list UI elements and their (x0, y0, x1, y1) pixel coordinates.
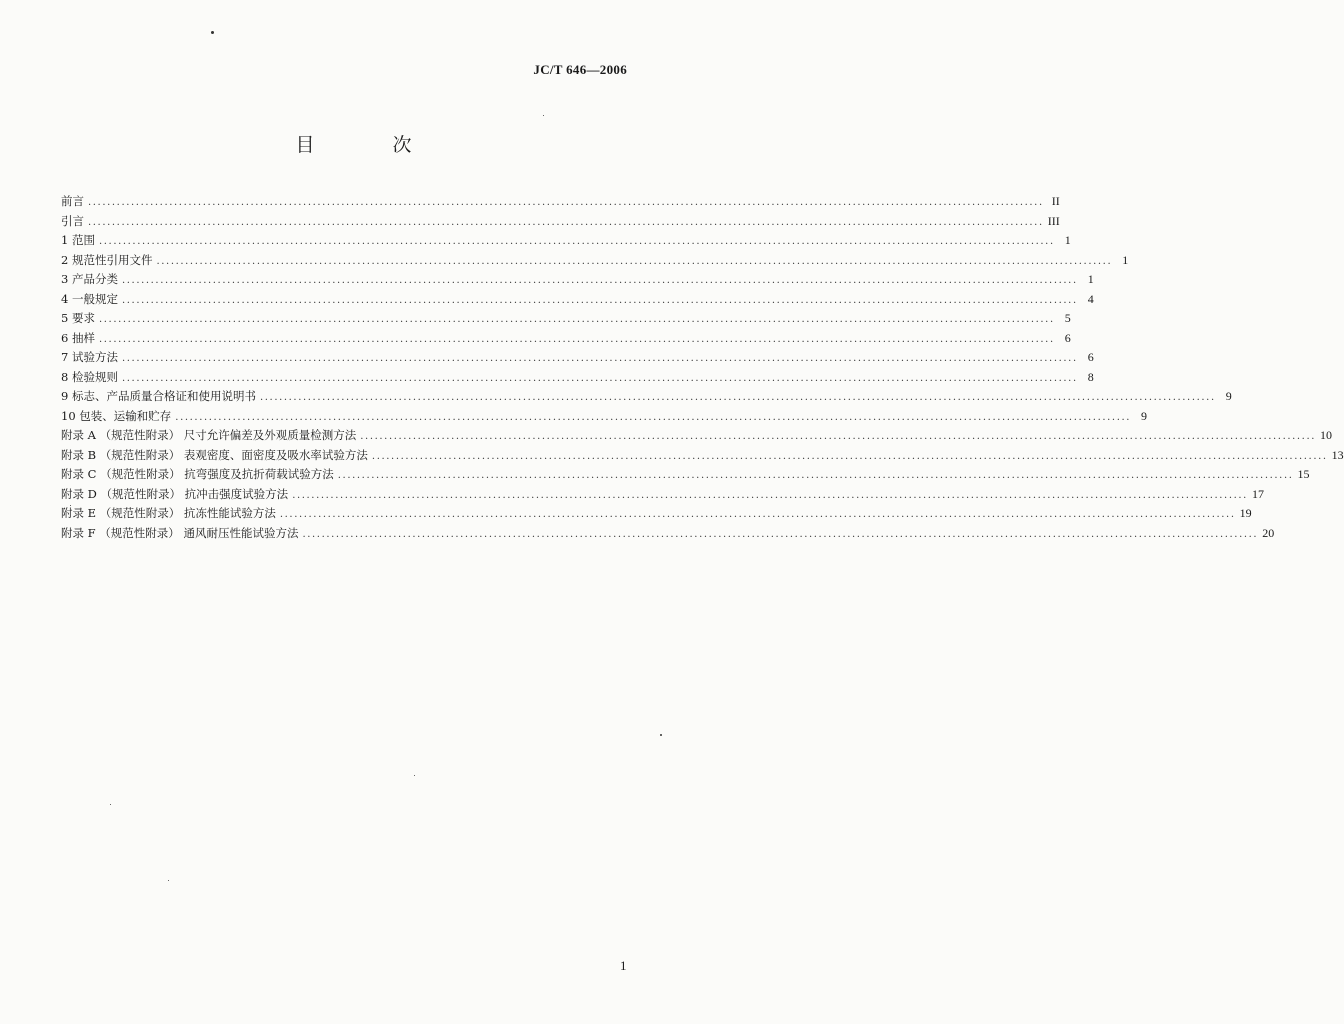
toc-row[interactable] (61, 466, 1310, 486)
toc-row[interactable] (61, 271, 1094, 291)
toc-row[interactable] (61, 369, 1094, 389)
scan-speck (660, 734, 662, 736)
toc-page: 5 (1064, 311, 1071, 325)
toc-row[interactable] (61, 525, 1275, 545)
toc-page: III (1047, 213, 1060, 228)
scan-speck (543, 115, 544, 116)
toc-label: 附录 C （规范性附录） 抗弯强度及抗折荷载试验方法 (61, 467, 334, 481)
toc-label: 7 试验方法 (61, 350, 118, 364)
toc-label: 附录 B （规范性附录） 表观密度、面密度及吸水率试验方法 (61, 447, 368, 462)
toc-leader: ........................................................................................................................................................................................................ (88, 197, 1044, 208)
toc-row[interactable] (61, 427, 1333, 447)
toc-label: 2 规范性引用文件 (61, 252, 153, 267)
toc-label: 引言 (61, 213, 84, 228)
toc-leader: ........................................................................................................................................................................................................ (121, 275, 1078, 286)
toc-page: 6 (1087, 350, 1094, 364)
toc-leader: ........................................................................................................................................................................................................ (371, 450, 1328, 462)
toc-page: 15 (1297, 467, 1310, 481)
toc-leader: ........................................................................................................................................................................................................ (88, 216, 1044, 228)
toc-leader: ........................................................................................................................................................................................................ (302, 528, 1259, 540)
toc-leader: ........................................................................................................................................................................................................ (175, 411, 1132, 423)
toc-label: 前言 (61, 194, 84, 208)
toc-label: 1 范围 (61, 233, 95, 247)
toc-page: 4 (1087, 291, 1094, 306)
toc-label: 附录 A （规范性附录） 尺寸允许偏差及外观质量检测方法 (61, 428, 357, 442)
toc-leader: ........................................................................................................................................................................................................ (98, 236, 1055, 247)
toc-page: 6 (1064, 330, 1071, 345)
toc-leader: ........................................................................................................................................................................................................ (98, 333, 1055, 345)
toc-page: 13 (1331, 447, 1344, 462)
page-title: 目 次 (295, 134, 448, 156)
toc-label: 附录 F （规范性附录） 通风耐压性能试验方法 (61, 525, 299, 540)
toc-page: 9 (1225, 389, 1232, 403)
toc-page: 17 (1251, 486, 1264, 501)
table-of-contents (61, 193, 1344, 544)
toc-leader: ........................................................................................................................................................................................................ (121, 294, 1078, 306)
toc-label: 3 产品分类 (61, 272, 118, 286)
scan-speck (168, 880, 169, 881)
toc-leader: ........................................................................................................................................................................................................ (279, 509, 1236, 520)
toc-row[interactable] (61, 447, 1344, 467)
scan-speck (211, 31, 214, 34)
scan-speck (414, 775, 415, 776)
toc-row[interactable] (61, 252, 1129, 272)
toc-row[interactable] (61, 232, 1071, 252)
toc-leader: ........................................................................................................................................................................................................ (337, 470, 1294, 481)
toc-label: 5 要求 (61, 311, 95, 325)
toc-label: 9 标志、产品质量合格证和使用说明书 (61, 389, 256, 403)
toc-page: 20 (1262, 525, 1275, 540)
toc-leader: ........................................................................................................................................................................................................ (121, 353, 1078, 364)
toc-page: 8 (1087, 369, 1094, 384)
toc-row[interactable] (61, 213, 1060, 233)
toc-page: 1 (1064, 233, 1071, 247)
scan-speck (110, 804, 111, 805)
page-number: 1 (620, 958, 627, 973)
toc-label: 10 包装、运输和贮存 (61, 408, 172, 423)
standard-code: JC/T 646—2006 (533, 62, 627, 77)
toc-leader: ........................................................................................................................................................................................................ (121, 372, 1078, 384)
toc-page: 1 (1087, 272, 1094, 286)
toc-label: 6 抽样 (61, 330, 95, 345)
toc-leader: ........................................................................................................................................................................................................ (259, 392, 1216, 403)
toc-row[interactable] (61, 349, 1094, 369)
toc-leader: ........................................................................................................................................................................................................ (292, 489, 1248, 501)
toc-label: 8 检验规则 (61, 369, 118, 384)
toc-label: 4 一般规定 (61, 291, 118, 306)
toc-label: 附录 D （规范性附录） 抗冲击强度试验方法 (61, 486, 289, 501)
toc-label: 附录 E （规范性附录） 抗冻性能试验方法 (61, 506, 276, 520)
toc-leader: ........................................................................................................................................................................................................ (360, 431, 1317, 442)
toc-row[interactable] (61, 291, 1094, 311)
toc-row[interactable] (61, 330, 1071, 350)
toc-leader: ........................................................................................................................................................................................................ (98, 314, 1055, 325)
toc-page: 1 (1122, 252, 1129, 267)
toc-row[interactable] (61, 310, 1071, 330)
toc-page: 19 (1239, 506, 1252, 520)
scan-speck (70, 505, 71, 506)
toc-row[interactable] (61, 486, 1264, 506)
toc-row[interactable] (61, 193, 1060, 213)
toc-leader: ........................................................................................................................................................................................................ (156, 255, 1113, 267)
toc-page: II (1051, 194, 1060, 208)
toc-row[interactable] (61, 408, 1148, 428)
toc-row[interactable] (61, 505, 1252, 525)
toc-page: 9 (1141, 408, 1148, 423)
toc-row[interactable] (61, 388, 1232, 408)
toc-page: 10 (1320, 428, 1333, 442)
